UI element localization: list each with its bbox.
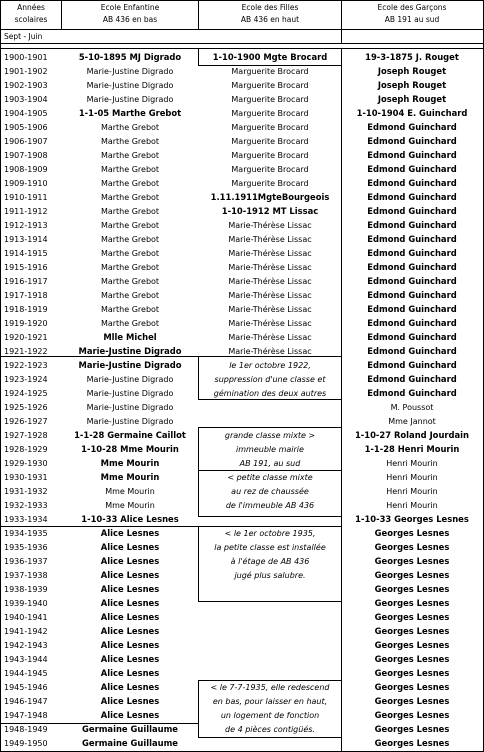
- header-divider: [0, 29, 484, 30]
- header-ecole-enfantine: [62, 2, 198, 26]
- row-49-ecole-enfantine: Germaine Guillaume: [82, 738, 178, 748]
- row-30-ecole-garcons: Henri Mourin: [386, 473, 438, 482]
- row-16-ecole-enfantine: Marthe Grebot: [100, 277, 160, 286]
- row-22-year: 1922-1923: [4, 361, 48, 370]
- row-32-ecole-enfantine: Mme Mourin: [105, 501, 155, 510]
- row-1-year: 1901-1902: [4, 67, 48, 76]
- row-29-ecole-filles: AB 191, au sud: [239, 459, 301, 468]
- row-22-ecole-enfantine: Marie-Justine Digrado: [78, 360, 182, 370]
- header-ecole-garcons: [342, 2, 482, 26]
- row-28-ecole-garcons: 1-1-28 Henri Mourin: [364, 444, 460, 454]
- row-44-ecole-enfantine: Alice Lesnes: [100, 668, 160, 678]
- row-20-ecole-filles: Marie-Thérèse Lissac: [228, 333, 312, 342]
- row-38-ecole-garcons: Georges Lesnes: [374, 584, 450, 594]
- row-11-ecole-filles: 1-10-1912 MT Lissac: [221, 206, 319, 216]
- row-49-year: 1949-1950: [4, 739, 48, 748]
- row-35-year: 1935-1936: [4, 543, 48, 552]
- row-33-year: 1933-1934: [4, 515, 48, 524]
- note1945-bottom: [198, 737, 342, 738]
- row-14-ecole-garcons: Edmond Guinchard: [367, 248, 457, 258]
- row-5-ecole-filles: Marguerite Brocard: [231, 123, 309, 132]
- row-19-ecole-garcons: Edmond Guinchard: [367, 318, 457, 328]
- row-17-ecole-garcons: Edmond Guinchard: [367, 290, 457, 300]
- row-34-year: 1934-1935: [4, 529, 48, 538]
- row-6-ecole-enfantine: Marthe Grebot: [100, 137, 160, 146]
- row-32-ecole-garcons: Henri Mourin: [386, 501, 438, 510]
- row-37-ecole-enfantine: Alice Lesnes: [100, 570, 160, 580]
- note1927-mid: [198, 470, 342, 471]
- body-top-line: [0, 48, 484, 49]
- row-9-ecole-filles: Marguerite Brocard: [231, 179, 309, 188]
- row-44-ecole-garcons: Georges Lesnes: [374, 668, 450, 678]
- row-46-ecole-garcons: Georges Lesnes: [374, 696, 450, 706]
- row-29-ecole-enfantine: Mme Mourin: [100, 458, 160, 468]
- row-26-year: 1926-1927: [4, 417, 48, 426]
- row-11-ecole-enfantine: Marthe Grebot: [100, 207, 160, 216]
- row-16-ecole-filles: Marie-Thérèse Lissac: [228, 277, 312, 286]
- row-21-ecole-filles: Marie-Thérèse Lissac: [228, 347, 312, 356]
- row-12-year: 1912-1913: [4, 221, 48, 230]
- row-28-ecole-filles: immeuble mairie: [236, 445, 304, 454]
- row-11-ecole-garcons: Edmond Guinchard: [367, 206, 457, 216]
- row-15-year: 1915-1916: [4, 263, 48, 272]
- row-47-ecole-enfantine: Alice Lesnes: [100, 710, 160, 720]
- row-15-ecole-enfantine: Marthe Grebot: [100, 263, 160, 272]
- row-27-ecole-garcons: 1-10-27 Roland Jourdain: [354, 430, 470, 440]
- row-13-year: 1913-1914: [4, 235, 48, 244]
- row-34-ecole-garcons: Georges Lesnes: [374, 528, 450, 538]
- row-26-ecole-enfantine: Marie-Justine Digrado: [86, 417, 174, 426]
- row-24-ecole-garcons: Edmond Guinchard: [367, 388, 457, 398]
- period-label: Sept - Juin: [4, 32, 43, 41]
- row-19-ecole-filles: Marie-Thérèse Lissac: [228, 319, 312, 328]
- row-41-ecole-garcons: Georges Lesnes: [374, 626, 450, 636]
- row-2-ecole-garcons: Joseph Rouget: [377, 80, 447, 90]
- row-8-ecole-enfantine: Marthe Grebot: [100, 165, 160, 174]
- row-31-year: 1931-1932: [4, 487, 48, 496]
- row-17-year: 1917-1918: [4, 291, 48, 300]
- row-13-ecole-garcons: Edmond Guinchard: [367, 234, 457, 244]
- row-26-ecole-garcons: Mme Jannot: [388, 417, 436, 426]
- header-ecole-filles: [199, 2, 341, 26]
- row-24-year: 1924-1925: [4, 389, 48, 398]
- row-40-ecole-enfantine: Alice Lesnes: [100, 612, 160, 622]
- row-28-year: 1928-1929: [4, 445, 48, 454]
- row-31-ecole-garcons: Henri Mourin: [386, 487, 438, 496]
- row-3-ecole-garcons: Joseph Rouget: [377, 94, 447, 104]
- row-35-ecole-enfantine: Alice Lesnes: [100, 542, 160, 552]
- row-20-year: 1920-1921: [4, 333, 48, 342]
- row-19-ecole-enfantine: Marthe Grebot: [100, 319, 160, 328]
- row-30-ecole-enfantine: Mme Mourin: [100, 472, 160, 482]
- row-11-year: 1911-1912: [4, 207, 48, 216]
- row-36-ecole-enfantine: Alice Lesnes: [100, 556, 160, 566]
- row-6-year: 1906-1907: [4, 137, 48, 146]
- note1945-top: [198, 680, 342, 681]
- row-44-year: 1944-1945: [4, 669, 48, 678]
- row-17-ecole-filles: Marie-Thérèse Lissac: [228, 291, 312, 300]
- row-31-ecole-filles: au rez de chaussée: [231, 487, 309, 496]
- row-43-ecole-enfantine: Alice Lesnes: [100, 654, 160, 664]
- row-7-year: 1907-1908: [4, 151, 48, 160]
- row-1-ecole-enfantine: Marie-Justine Digrado: [86, 67, 174, 76]
- row-40-year: 1940-1941: [4, 613, 48, 622]
- row-34-ecole-filles: < le 1er octobre 1935,: [224, 529, 316, 538]
- row-38-ecole-enfantine: Alice Lesnes: [100, 584, 160, 594]
- row-16-year: 1916-1917: [4, 277, 48, 286]
- note1922-bottom: [198, 399, 342, 400]
- row-8-year: 1908-1909: [4, 165, 48, 174]
- row-20-ecole-enfantine: Mlle Michel: [103, 332, 157, 342]
- row-14-year: 1914-1915: [4, 249, 48, 258]
- border-left: [0, 0, 1, 752]
- period-divider: [0, 43, 484, 44]
- row-10-ecole-enfantine: Marthe Grebot: [100, 193, 160, 202]
- row-32-ecole-filles: de l'immeuble AB 436: [225, 501, 315, 510]
- row-4-ecole-enfantine: 1-1-05 Marthe Grebot: [78, 108, 182, 118]
- row-1-ecole-garcons: Joseph Rouget: [377, 66, 447, 76]
- row-5-ecole-enfantine: Marthe Grebot: [100, 123, 160, 132]
- row-7-ecole-garcons: Edmond Guinchard: [367, 150, 457, 160]
- row-23-ecole-filles: suppression d'une classe et: [214, 375, 326, 384]
- row-0-ecole-enfantine: 5-10-1895 MJ Digrado: [78, 52, 182, 62]
- row-7-ecole-filles: Marguerite Brocard: [231, 151, 309, 160]
- row-45-ecole-filles: < le 7-7-1935, elle redescend: [210, 683, 330, 692]
- row-33-ecole-enfantine: 1-10-33 Alice Lesnes: [81, 514, 179, 524]
- row-3-ecole-filles: Marguerite Brocard: [231, 95, 309, 104]
- header-col3-line1: Ecole des Garçons: [377, 3, 447, 12]
- row-1-ecole-filles: Marguerite Brocard: [231, 67, 309, 76]
- row-25-ecole-enfantine: Marie-Justine Digrado: [86, 403, 174, 412]
- header-years-line2: scolaires: [14, 15, 48, 24]
- row-21-year: 1921-1922: [4, 347, 48, 356]
- row-9-ecole-enfantine: Marthe Grebot: [100, 179, 160, 188]
- note1934-top: [198, 526, 342, 527]
- row-28-ecole-enfantine: 1-10-28 Mme Mourin: [81, 444, 179, 454]
- row-2-ecole-enfantine: Marie-Justine Digrado: [86, 81, 174, 90]
- row-0-ecole-garcons: 19-3-1875 J. Rouget: [365, 52, 459, 62]
- row-6-ecole-garcons: Edmond Guinchard: [367, 136, 457, 146]
- row-30-ecole-filles: < petite classe mixte: [227, 473, 313, 482]
- row-12-ecole-filles: Marie-Thérèse Lissac: [228, 221, 312, 230]
- row-15-ecole-garcons: Edmond Guinchard: [367, 262, 457, 272]
- row-18-ecole-garcons: Edmond Guinchard: [367, 304, 457, 314]
- row-31-ecole-enfantine: Mme Mourin: [105, 487, 155, 496]
- row-25-year: 1925-1926: [4, 403, 48, 412]
- note1927-top: [198, 427, 342, 428]
- row-2-year: 1902-1903: [4, 81, 48, 90]
- row-4-year: 1904-1905: [4, 109, 48, 118]
- row-39-year: 1939-1940: [4, 599, 48, 608]
- row-37-ecole-garcons: Georges Lesnes: [374, 570, 450, 580]
- row-48-ecole-garcons: Georges Lesnes: [374, 724, 450, 734]
- header-col2-line2: AB 436 en haut: [240, 15, 300, 24]
- row-45-ecole-garcons: Georges Lesnes: [374, 682, 450, 692]
- header-col3-line2: AB 191 au sud: [384, 15, 440, 24]
- row-10-ecole-filles: 1.11.1911MgteBourgeois: [210, 192, 330, 202]
- row-34-ecole-enfantine: Alice Lesnes: [100, 528, 160, 538]
- row-0-year: 1900-1901: [4, 53, 48, 62]
- row-4-ecole-garcons: 1-10-1904 E. Guinchard: [356, 108, 468, 118]
- row-46-year: 1946-1947: [4, 697, 48, 706]
- row-45-ecole-enfantine: Alice Lesnes: [100, 682, 160, 692]
- row-29-year: 1929-1930: [4, 459, 48, 468]
- row-5-ecole-garcons: Edmond Guinchard: [367, 122, 457, 132]
- row-18-ecole-filles: Marie-Thérèse Lissac: [228, 305, 312, 314]
- row-2-ecole-filles: Marguerite Brocard: [231, 81, 309, 90]
- row-15-ecole-filles: Marie-Thérèse Lissac: [228, 263, 312, 272]
- row-29-ecole-garcons: Henri Mourin: [386, 459, 438, 468]
- row1934-line: [0, 526, 199, 527]
- row-39-ecole-garcons: Georges Lesnes: [374, 598, 450, 608]
- row-47-year: 1947-1948: [4, 711, 48, 720]
- row-24-ecole-enfantine: Marie-Justine Digrado: [86, 389, 174, 398]
- row-17-ecole-enfantine: Marthe Grebot: [100, 291, 160, 300]
- row-35-ecole-garcons: Georges Lesnes: [374, 542, 450, 552]
- header-vline-2: [198, 0, 199, 30]
- row-46-ecole-enfantine: Alice Lesnes: [100, 696, 160, 706]
- row-21-ecole-garcons: Edmond Guinchard: [367, 346, 457, 356]
- row-5-year: 1905-1906: [4, 123, 48, 132]
- row-23-ecole-garcons: Edmond Guinchard: [367, 374, 457, 384]
- row-36-ecole-garcons: Georges Lesnes: [374, 556, 450, 566]
- row-38-year: 1938-1939: [4, 585, 48, 594]
- row-27-year: 1927-1928: [4, 431, 48, 440]
- row-18-ecole-enfantine: Marthe Grebot: [100, 305, 160, 314]
- row-8-ecole-garcons: Edmond Guinchard: [367, 164, 457, 174]
- header-years: [2, 2, 60, 26]
- header-col2-line1: Ecole des Filles: [241, 3, 299, 12]
- row-35-ecole-filles: la petite classe est installée: [214, 543, 326, 552]
- border-top: [0, 0, 484, 1]
- row-0-ecole-filles: 1-10-1900 Mgte Brocard: [212, 52, 328, 62]
- row-22-ecole-garcons: Edmond Guinchard: [367, 360, 457, 370]
- row-16-ecole-garcons: Edmond Guinchard: [367, 276, 457, 286]
- row-9-ecole-garcons: Edmond Guinchard: [367, 178, 457, 188]
- row-22-ecole-filles: le 1er octobre 1922,: [229, 361, 311, 370]
- row-13-ecole-enfantine: Marthe Grebot: [100, 235, 160, 244]
- row-27-ecole-enfantine: 1-1-28 Germaine Caillot: [74, 430, 186, 440]
- row-12-ecole-enfantine: Marthe Grebot: [100, 221, 160, 230]
- header-col1-line2: AB 436 en bas: [102, 15, 158, 24]
- row-3-ecole-enfantine: Marie-Justine Digrado: [86, 95, 174, 104]
- row-24-ecole-filles: gémination des deux autres: [213, 389, 327, 398]
- row-6-ecole-filles: Marguerite Brocard: [231, 137, 309, 146]
- row-48-year: 1948-1949: [4, 725, 48, 734]
- row-13-ecole-filles: Marie-Thérèse Lissac: [228, 235, 312, 244]
- row-7-ecole-enfantine: Marthe Grebot: [100, 151, 160, 160]
- row-42-ecole-garcons: Georges Lesnes: [374, 640, 450, 650]
- row-14-ecole-enfantine: Marthe Grebot: [100, 249, 160, 258]
- row-41-ecole-enfantine: Alice Lesnes: [100, 626, 160, 636]
- row-48-ecole-enfantine: Germaine Guillaume: [82, 724, 178, 734]
- row-36-ecole-filles: à l'étage de AB 436: [230, 557, 310, 566]
- row-8-ecole-filles: Marguerite Brocard: [231, 165, 309, 174]
- row-37-ecole-filles: jugé plus salubre.: [234, 571, 306, 580]
- header-vline-1: [61, 0, 62, 30]
- row-4-ecole-filles: Marguerite Brocard: [231, 109, 309, 118]
- row-39-ecole-enfantine: Alice Lesnes: [100, 598, 160, 608]
- row-9-year: 1909-1910: [4, 179, 48, 188]
- row-33-ecole-garcons: 1-10-33 Georges Lesnes: [355, 514, 469, 524]
- row-47-ecole-garcons: Georges Lesnes: [374, 710, 450, 720]
- row-43-ecole-garcons: Georges Lesnes: [374, 654, 450, 664]
- row-36-year: 1936-1937: [4, 557, 48, 566]
- row-19-year: 1919-1920: [4, 319, 48, 328]
- row-41-year: 1941-1942: [4, 627, 48, 636]
- row-48-ecole-filles: de 4 pièces contigüés.: [225, 725, 315, 734]
- note1934-bottom: [198, 601, 342, 602]
- row-10-year: 1910-1911: [4, 193, 48, 202]
- row-21-ecole-enfantine: Marie-Justine Digrado: [78, 346, 182, 356]
- row-37-year: 1937-1938: [4, 571, 48, 580]
- row-12-ecole-garcons: Edmond Guinchard: [367, 220, 457, 230]
- note1927-bottom: [198, 516, 342, 517]
- row-10-ecole-garcons: Edmond Guinchard: [367, 192, 457, 202]
- row-49-ecole-garcons: Georges Lesnes: [374, 738, 450, 748]
- row-14-ecole-filles: Marie-Thérèse Lissac: [228, 249, 312, 258]
- header-col1-line1: Ecole Enfantine: [100, 3, 160, 12]
- row-42-year: 1942-1943: [4, 641, 48, 650]
- row-47-ecole-filles: un logement de fonction: [220, 711, 320, 720]
- row-30-year: 1930-1931: [4, 473, 48, 482]
- row-46-ecole-filles: en bas, pour laisser en haut,: [212, 697, 328, 706]
- row-43-year: 1943-1944: [4, 655, 48, 664]
- row-40-ecole-garcons: Georges Lesnes: [374, 612, 450, 622]
- row-20-ecole-garcons: Edmond Guinchard: [367, 332, 457, 342]
- row-32-year: 1932-1933: [4, 501, 48, 510]
- row-27-ecole-filles: grande classe mixte >: [224, 431, 316, 440]
- row-23-year: 1923-1924: [4, 375, 48, 384]
- row-3-year: 1903-1904: [4, 95, 48, 104]
- row-42-ecole-enfantine: Alice Lesnes: [100, 640, 160, 650]
- header-vline-3: [341, 0, 342, 43]
- row-25-ecole-garcons: M. Poussot: [390, 403, 434, 412]
- row-45-year: 1945-1946: [4, 683, 48, 692]
- row-18-year: 1918-1919: [4, 305, 48, 314]
- header-years-line1: Années: [17, 3, 45, 12]
- row-23-ecole-enfantine: Marie-Justine Digrado: [86, 375, 174, 384]
